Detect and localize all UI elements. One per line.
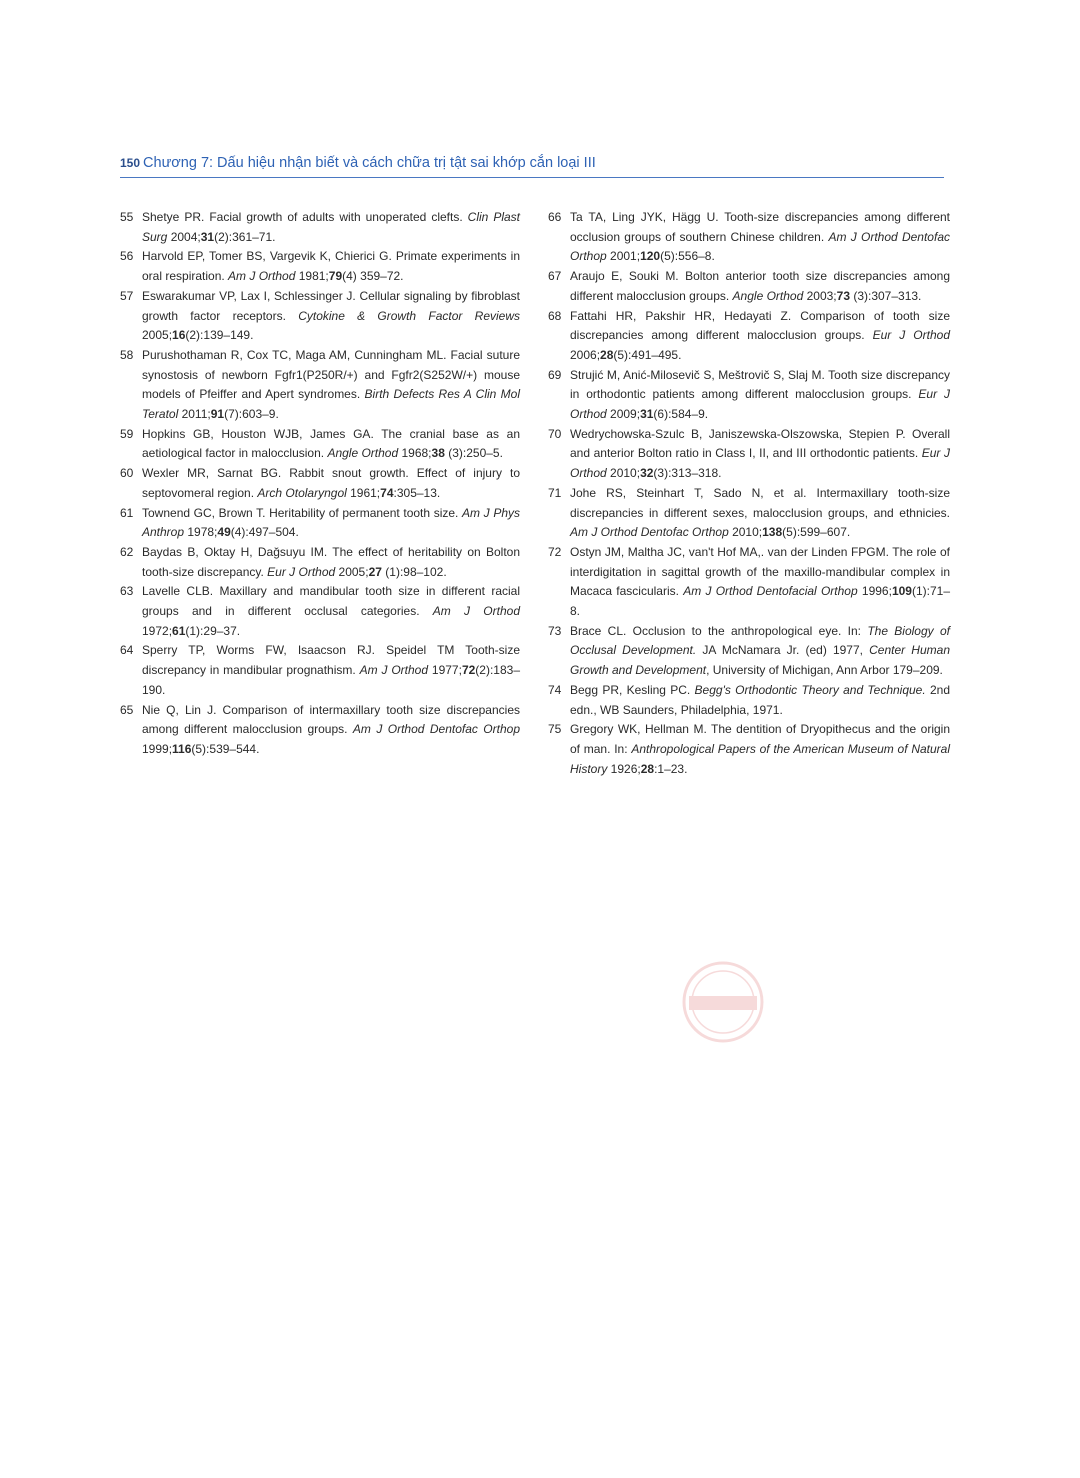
reference-entry [120, 504, 520, 543]
reference-number: 63 [120, 584, 134, 599]
reference-text: :1–23. [654, 761, 688, 776]
reference-text: Eswarakumar VP, Lax I, Schlessinger J. Cellular signaling by fibroblast growth factor receptors. [142, 288, 520, 323]
reference-text: (7):603–9. [224, 407, 279, 422]
reference-volume: 28 [640, 761, 655, 776]
reference-volume: 27 [368, 564, 382, 579]
reference-entry [120, 346, 520, 425]
reference-text: 2011; [178, 407, 211, 422]
reference-entry [120, 701, 520, 760]
reference-entry [548, 267, 950, 306]
reference-text: 1977; [428, 663, 462, 678]
reference-journal: Am J Orthod [228, 269, 296, 284]
reference-number: 57 [120, 288, 134, 303]
reference-volume: 73 [836, 288, 850, 303]
reference-text: (5):599–607. [782, 525, 851, 540]
reference-number: 55 [120, 210, 134, 224]
reference-text: 1961; [346, 485, 381, 500]
reference-text: Johe RS, Steinhart T, Sado N, et al. Intermaxillary tooth-size discrepancies in different sexes, malocclusion groups, and ethnicies. [570, 485, 950, 520]
reference-number: 58 [120, 347, 134, 362]
reference-journal: Eur J Orthod [267, 564, 336, 579]
reference-volume: 120 [640, 249, 661, 264]
reference-text: Ostyn JM, Maltha JC, van't Hof MA,. van der Linden FPGM. The role of interdigitation in sagittal growth of the maxillo-mandibular complex in Macaca fascicularis. [570, 544, 950, 599]
reference-entry [548, 681, 950, 720]
page-number: 150 [120, 156, 141, 170]
reference-text: Ta TA, Ling JYK, Hägg U. Tooth-size discrepancies among different occlusion groups of southern Chinese children. [570, 210, 950, 244]
reference-entry [548, 720, 950, 779]
watermark-stamp [681, 960, 765, 1044]
reference-text: 2010; [606, 466, 641, 481]
running-header [120, 150, 944, 178]
reference-journal: Am J Orthod Dentofacial Orthop [683, 584, 858, 599]
reference-text: Wedrychowska-Szulc B, Janiszewska-Olszowska, Stepien P. Overall and anterior Bolton ratio in Class I, II, and III orthodontic patients. [570, 426, 950, 461]
reference-text: Shetye PR. Facial growth of adults with unoperated clefts. [142, 210, 468, 224]
reference-text: JA McNamara Jr. (ed) 1977, [696, 643, 870, 658]
reference-text: 2001; [606, 249, 641, 264]
reference-journal: Am J Orthod [359, 663, 429, 678]
reference-text: 1978; [184, 525, 218, 540]
reference-number: 66 [548, 210, 562, 224]
reference-text: (3):313–318. [653, 466, 722, 481]
reference-entry [548, 622, 950, 681]
reference-journal: Am J Orthod Dentofac Orthop [570, 229, 950, 264]
reference-journal: Cytokine & Growth Factor Reviews [298, 308, 521, 323]
reference-text: Lavelle CLB. Maxillary and mandibular tooth size in different racial groups and in different occlusal categories. [142, 584, 520, 619]
reference-entry [548, 307, 950, 366]
reference-volume: 109 [891, 584, 912, 599]
reference-text: (1):98–102. [381, 564, 447, 579]
reference-text: 2003; [803, 288, 837, 303]
reference-number: 73 [548, 623, 562, 638]
reference-number: 74 [548, 682, 562, 697]
reference-journal: Anthropological Papers of the American Museum of Natural History [570, 741, 951, 776]
reference-text: 2004; [167, 229, 201, 244]
reference-text: 2005; [142, 328, 173, 343]
reference-text: 1996; [857, 584, 892, 599]
reference-number: 65 [120, 702, 134, 717]
reference-volume: 16 [172, 328, 186, 343]
reference-text: (4) 359–72. [342, 269, 404, 284]
reference-journal: Angle Orthod [732, 288, 804, 303]
reference-journal: Arch Otolaryngol [257, 485, 347, 500]
references-left-column [120, 208, 520, 760]
reference-journal: Center Human Growth and Development [570, 643, 950, 678]
reference-text: (5):491–495. [613, 347, 682, 362]
reference-text: Strujić M, Anić-Milosevič S, Meštrovič S, Slaj M. Tooth size discrepancy in orthodontic patients among different malocclusion groups. [570, 367, 950, 402]
reference-entry [120, 247, 520, 286]
reference-text: Gregory WK, Hellman M. The dentition of Dryopithecus and the origin of man. In: [570, 722, 950, 756]
reference-number: 64 [120, 643, 134, 658]
reference-number: 67 [548, 269, 562, 284]
reference-text: (5):556–8. [660, 249, 715, 264]
reference-entry [120, 582, 520, 641]
reference-entry [548, 425, 950, 484]
reference-entry [120, 464, 520, 503]
reference-number: 69 [548, 367, 562, 382]
reference-text: Araujo E, Souki M. Bolton anterior tooth size discrepancies among different malocclusion groups. [570, 269, 950, 303]
reference-text: 1981; [295, 269, 329, 284]
reference-entry [120, 208, 520, 247]
reference-volume: 138 [762, 525, 783, 540]
reference-entry [548, 208, 950, 267]
reference-text: Begg PR, Kesling PC. [570, 682, 695, 697]
reference-journal: Am J Orthod Dentofac Orthop [570, 525, 729, 540]
reference-journal: Eur J Orthod [570, 387, 950, 422]
reference-number: 59 [120, 426, 134, 441]
reference-number: 75 [548, 722, 562, 737]
reference-text: 1968; [398, 446, 432, 461]
reference-text: Brace CL. Occlusion to the anthropological eye. In: [570, 623, 868, 638]
reference-text: (5):539–544. [191, 741, 260, 756]
reference-number: 62 [120, 544, 134, 559]
reference-number: 60 [120, 466, 134, 481]
reference-journal: Eur J Orthod [570, 446, 950, 481]
reference-text: Wexler MR, Sarnat BG. Rabbit snout growth. Effect of injury to septovomeral region. [142, 466, 520, 500]
reference-entry [120, 641, 520, 700]
reference-entry [548, 543, 950, 622]
reference-text: (6):584–9. [653, 407, 709, 422]
reference-volume: 28 [600, 347, 614, 362]
reference-text: (3):307–313. [850, 288, 922, 303]
reference-entry [548, 484, 950, 543]
reference-text: 2005; [335, 564, 369, 579]
reference-number: 56 [120, 249, 134, 264]
chapter-title: Chương 7: Dấu hiệu nhận biết và cách chữa trị tật sai khớp cắn loại III [143, 155, 596, 171]
reference-number: 72 [548, 544, 562, 559]
reference-volume: 116 [172, 741, 192, 756]
reference-text: Nie Q, Lin J. Comparison of intermaxillary tooth size discrepancies among different malocclusion groups. [142, 702, 520, 737]
reference-volume: 32 [640, 466, 654, 481]
reference-text: 2006; [570, 347, 601, 362]
reference-text: 2009; [606, 407, 641, 422]
references-right-column [548, 208, 950, 779]
reference-volume: 31 [200, 229, 215, 244]
reference-text: 2nd edn., WB Saunders, Philadelphia, 1971. [570, 682, 950, 717]
reference-volume: 74 [380, 485, 394, 500]
reference-number: 71 [548, 485, 562, 500]
reference-entry [120, 543, 520, 582]
reference-volume: 79 [328, 269, 343, 284]
reference-text: (4):497–504. [230, 525, 299, 540]
reference-text: (1):71–8. [570, 584, 950, 619]
reference-text: Purushothaman R, Cox TC, Maga AM, Cunningham ML. Facial suture synostosis of newborn Fgfr1(P250R/+) and Fgfr2(S252W/+) mouse models of Pfeiffer and Apert syndromes. [142, 347, 520, 402]
reference-text: Fattahi HR, Pakshir HR, Hedayati Z. Comparison of tooth size discrepancies among different malocclusion groups. [570, 308, 950, 343]
reference-text: (2):183–190. [142, 663, 520, 697]
reference-number: 68 [548, 308, 562, 323]
reference-journal: Clin Plast Surg [142, 210, 521, 244]
reference-journal: Birth Defects Res A Clin Mol Teratol [142, 387, 520, 422]
reference-text: 1972; [142, 623, 173, 638]
reference-text: Sperry TP, Worms FW, Isaacson RJ. Speidel TM Tooth-size discrepancy in mandibular prognathism. [142, 643, 520, 678]
reference-volume: 38 [431, 446, 445, 461]
reference-text: (1):29–37. [185, 623, 241, 638]
reference-number: 61 [120, 505, 134, 520]
reference-volume: 91 [210, 407, 225, 422]
reference-text: (2):361–71. [214, 229, 276, 244]
reference-text: (3):250–5. [444, 446, 503, 461]
reference-text: 1926; [607, 761, 641, 776]
reference-text: , University of Michigan, Ann Arbor 179–209. [706, 663, 943, 678]
reference-volume: 31 [640, 407, 654, 422]
reference-entry [548, 366, 950, 425]
reference-text: Harvold EP, Tomer BS, Vargevik K, Chierici G. Primate experiments in oral respiration. [142, 249, 520, 284]
reference-volume: 49 [217, 525, 231, 540]
reference-text: (2):139–149. [185, 328, 254, 343]
reference-text: Townend GC, Brown T. Heritability of permanent tooth size. [142, 505, 463, 520]
reference-text: :305–13. [393, 485, 441, 500]
reference-journal: Am J Phys Anthrop [142, 505, 520, 540]
reference-journal: Angle Orthod [327, 446, 399, 461]
reference-journal: Begg's Orthodontic Theory and Technique. [694, 682, 926, 697]
reference-journal: Am J Orthod Dentofac Orthop [352, 722, 520, 737]
reference-entry [120, 287, 520, 346]
reference-journal: The Biology of Occlusal Development. [570, 623, 950, 658]
reference-volume: 72 [461, 663, 476, 678]
reference-journal: Am J Orthod [432, 604, 520, 619]
reference-entry [120, 425, 520, 464]
reference-number: 70 [548, 426, 562, 441]
reference-journal: Eur J Orthod [872, 328, 950, 343]
reference-text: Baydas B, Oktay H, Dağsuyu IM. The effect of heritability on Bolton tooth-size discrepancy. [142, 544, 520, 579]
reference-text: 2010; [728, 525, 763, 540]
reference-text: 1999; [142, 741, 173, 756]
reference-text: Hopkins GB, Houston WJB, James GA. The cranial base as an aetiological factor in malocclusion. [142, 426, 520, 461]
reference-volume: 61 [172, 623, 186, 638]
